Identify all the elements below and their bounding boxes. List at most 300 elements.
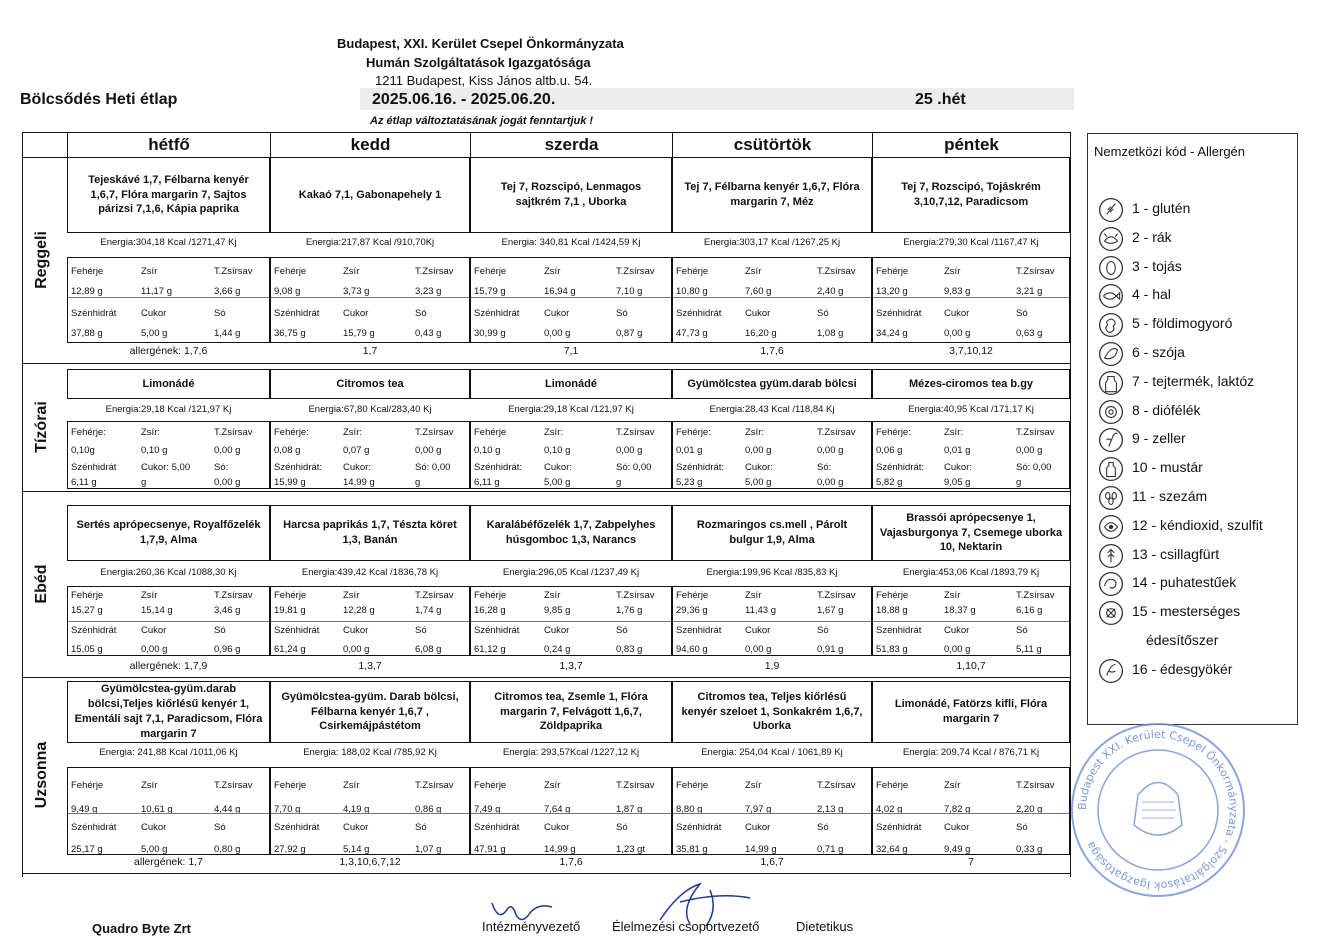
nutrition-h1: Fehérje: bbox=[676, 427, 711, 438]
legend-item-label: 7 - tejtermék, laktóz bbox=[1132, 372, 1255, 389]
nutrition-table bbox=[270, 421, 470, 489]
nutrition-v4: 27,92 g bbox=[274, 844, 306, 855]
nutrition-h4: Szénhidrát bbox=[876, 625, 922, 636]
egg-icon bbox=[1098, 255, 1124, 281]
nutrition-h2: Zsír bbox=[343, 590, 360, 601]
nutrition-h1: Fehérje bbox=[71, 590, 104, 601]
soy-icon bbox=[1098, 341, 1124, 367]
nutrition-h3: T.Zsírsav bbox=[214, 427, 253, 438]
nutrition-h1: Fehérje bbox=[474, 266, 507, 277]
nutrition-v1: 9,49 g bbox=[71, 804, 98, 815]
nutrition-v4: 15,05 g bbox=[71, 644, 103, 655]
nutrition-table bbox=[872, 586, 1070, 656]
nutrition-v4: 61,24 g bbox=[274, 644, 306, 655]
gluten-icon bbox=[1098, 197, 1124, 223]
nutrition-v5: 9,05 g bbox=[944, 477, 971, 488]
dish-name bbox=[672, 369, 872, 399]
org-subname: Humán Szolgáltatások Igazgatósága bbox=[366, 55, 591, 70]
nutrition-v6: 5,11 g bbox=[1016, 644, 1042, 655]
section-label-tízórai bbox=[22, 363, 62, 491]
nutrition-h6: Só bbox=[616, 822, 628, 833]
nutrition-v5: 5,00 g bbox=[544, 477, 571, 488]
nutrition-h2: Zsír: bbox=[944, 427, 963, 438]
signatory-catering-lead: Élelmezési csoportvezető bbox=[612, 919, 760, 934]
legend-item-label: 6 - szója bbox=[1132, 344, 1185, 360]
nutrition-h6: Só bbox=[1016, 625, 1028, 636]
nutrition-h4: Szénhidrát bbox=[274, 822, 320, 833]
nutrition-v3: 1,76 g bbox=[616, 605, 643, 616]
nutrition-h2: Zsír bbox=[141, 590, 158, 601]
dish-name bbox=[270, 681, 470, 743]
energy-value: Energia:28,43 Kcal /118,84 Kj bbox=[709, 404, 835, 415]
legend-item-label: 5 - földimogyoró bbox=[1132, 315, 1233, 332]
nutrition-row-divider bbox=[271, 813, 469, 814]
nutrition-v6: 1,23 gt bbox=[616, 844, 646, 855]
nutrition-v5: 5,00 g bbox=[141, 844, 168, 855]
dish-name bbox=[470, 681, 672, 743]
lupin-icon bbox=[1098, 543, 1124, 569]
nutrition-row-divider bbox=[673, 621, 871, 622]
nutrition-v2: 9,85 g bbox=[544, 605, 571, 616]
nutrition-h4: Szénhidrát: bbox=[876, 462, 925, 473]
nutrition-v5: 0,24 g bbox=[544, 644, 571, 655]
nutrition-h2: Zsír: bbox=[141, 427, 160, 438]
nutrition-v3: 3,66 g bbox=[214, 286, 241, 297]
nutrition-h1: Fehérje: bbox=[71, 427, 106, 438]
nutrition-h2: Zsír bbox=[944, 590, 961, 601]
nutrition-h4: Szénhidrát bbox=[876, 822, 922, 833]
nutrition-row-divider bbox=[68, 297, 269, 298]
nutrition-h2: Zsír bbox=[745, 780, 762, 791]
nutrition-table bbox=[67, 421, 270, 489]
nutrition-v4: 47,91 g bbox=[474, 844, 506, 855]
nutrition-h1: Fehérje bbox=[71, 780, 104, 791]
nutrition-v1: 19,81 g bbox=[274, 605, 306, 616]
nutrition-h1: Fehérje bbox=[676, 780, 709, 791]
nutrition-h5: Cukor bbox=[944, 822, 970, 833]
nutrition-h3: T.Zsírsav bbox=[415, 590, 454, 601]
dish-text: Citromos tea bbox=[336, 377, 404, 390]
nutrition-h5: Cukor bbox=[544, 822, 570, 833]
licorice-icon bbox=[1098, 658, 1124, 684]
nutrition-h5: Cukor bbox=[944, 308, 970, 319]
nutrition-h5: Cukor: bbox=[343, 462, 371, 473]
dish-text: Mézes-ciromos tea b.gy bbox=[908, 377, 1034, 390]
dish-text: Tej 7, Rozscipó, Tojáskrém 3,10,7,12, Paradicsom bbox=[901, 181, 1041, 208]
energy-value: Energia:279,30 Kcal /1167,47 Kj bbox=[903, 237, 1039, 248]
nutrition-h3: T.Zsírsav bbox=[415, 780, 454, 791]
nutrition-v4: 5,23 g bbox=[676, 477, 703, 488]
nutrition-v2: 18,37 g bbox=[944, 605, 976, 616]
dish-text: Gyümölcstea-gyüm. Darab bölcsi, Félbarna kenyér 1,6,7 , Csirkemájpástétom bbox=[281, 690, 459, 733]
nutrition-v2: 0,00 g bbox=[745, 445, 772, 456]
section-label-text: Tízórai bbox=[33, 401, 50, 453]
dish-name bbox=[672, 157, 872, 233]
nutrition-v3: 2,13 g bbox=[817, 804, 844, 815]
nutrition-v6: 0,33 g bbox=[1016, 844, 1043, 855]
day-header-0: hétfő bbox=[67, 133, 270, 157]
dish-text: Citromos tea, Zsemle 1, Flóra margarin 7, Felvágott 1,6,7, Zöldpaprika bbox=[494, 690, 648, 733]
nutrition-table bbox=[270, 767, 470, 855]
nutrition-h6: Só bbox=[817, 625, 829, 636]
nutrition-v6: 1,08 g bbox=[817, 328, 844, 339]
nutrition-row-divider bbox=[873, 621, 1069, 622]
section-label-text: Uzsonna bbox=[33, 741, 50, 809]
legend-item-label: 13 - csillagfürt bbox=[1132, 545, 1220, 562]
nutrition-h2: Zsír bbox=[544, 780, 561, 791]
section-divider bbox=[22, 363, 1070, 364]
nutrition-v5: 14,99 g bbox=[544, 844, 576, 855]
nutrition-v5: 15,79 g bbox=[343, 328, 375, 339]
nutrition-h5: Cukor: bbox=[944, 462, 972, 473]
allergen-list: 3,7,10,12 bbox=[949, 345, 993, 357]
dish-text: Limonádé, Fatörzs kifli, Flóra margarin 7 bbox=[894, 698, 1048, 725]
nutrition-v2: 0,01 g bbox=[944, 445, 971, 456]
dish-name bbox=[470, 157, 672, 233]
legend-item-label: 11 - szezám bbox=[1132, 488, 1208, 504]
legend-item-label: 4 - hal bbox=[1132, 286, 1171, 303]
nutrition-v1: 7,49 g bbox=[474, 804, 501, 815]
nutrition-h4: Szénhidrát bbox=[876, 308, 922, 319]
nutrition-v6: 0,96 g bbox=[214, 644, 241, 655]
nutrition-h4: Szénhidrát bbox=[274, 625, 320, 636]
nutrition-h6: Só bbox=[1016, 308, 1028, 319]
nutrition-row-divider bbox=[68, 621, 269, 622]
nutrition-v5: 9,49 g bbox=[944, 844, 971, 855]
nutrition-h6: Só bbox=[817, 822, 829, 833]
nutrition-v1: 9,08 g bbox=[274, 286, 301, 297]
day-header-4: péntek bbox=[872, 133, 1070, 157]
nutrition-h1: Fehérje bbox=[676, 590, 709, 601]
dish-text: Citromos tea, Teljes kiőrlésű kenyér szeloet 1, Sonkakrém 1,6,7, Uborka bbox=[681, 690, 863, 733]
nutrition-row-divider bbox=[673, 297, 871, 298]
nutrition-v2: 0,10 g bbox=[544, 445, 571, 456]
energy-value: Energia:40,95 Kcal /171,17 Kj bbox=[908, 404, 1034, 415]
nutrition-row-divider bbox=[271, 621, 469, 622]
allergen-list: 1,3,10,6,7,12 bbox=[339, 856, 401, 868]
nutrition-v4: 94,60 g bbox=[676, 644, 708, 655]
nutrition-h5: Cukor bbox=[141, 822, 167, 833]
nutrition-row-divider bbox=[471, 297, 671, 298]
day-header-1: kedd bbox=[270, 133, 470, 157]
nutrition-v6: 6,08 g bbox=[415, 644, 442, 655]
nutrition-v2: 7,64 g bbox=[544, 804, 571, 815]
date-range: 2025.06.16. - 2025.06.20. bbox=[372, 91, 556, 108]
legend-item-label: 8 - diófélék bbox=[1132, 401, 1201, 418]
nutrition-h3: T.Zsírsav bbox=[616, 427, 655, 438]
nutrition-v2: 16,94 g bbox=[544, 286, 576, 297]
nutrition-v4: 30,99 g bbox=[474, 328, 506, 339]
nutrition-h2: Zsír bbox=[141, 266, 158, 277]
nutrition-h3: T.Zsírsav bbox=[1016, 590, 1055, 601]
nutrition-v4: 6,11 g bbox=[71, 477, 97, 488]
legend-item-label: 3 - tojás bbox=[1132, 257, 1182, 274]
nutrition-h5: Cukor bbox=[141, 308, 167, 319]
nutrition-h3: T.Zsírsav bbox=[1016, 266, 1055, 277]
nutrition-v3: 0,00 g bbox=[616, 445, 643, 456]
nutrition-v6: g bbox=[616, 477, 622, 488]
energy-value: Energia:217,87 Kcal /910,70Kj bbox=[305, 237, 435, 248]
dish-text: Gyümölcstea gyüm.darab bölcsi bbox=[687, 377, 857, 390]
nutrition-v3: 3,21 g bbox=[1016, 286, 1043, 297]
legend-item-label: 14 - puhatestűek bbox=[1132, 574, 1237, 591]
nutrition-table bbox=[470, 586, 672, 656]
energy-value: Energia: 209,74 Kcal / 876,71 Kj bbox=[902, 747, 1040, 758]
nutrition-v2: 10,61 g bbox=[141, 804, 173, 815]
nutrition-v3: 1,74 g bbox=[415, 605, 442, 616]
energy-value: Energia: 340,81 Kcal /1424,59 Kj bbox=[501, 237, 641, 248]
nutrition-v1: 0,10 g bbox=[474, 445, 501, 456]
nutrition-h5: Cukor bbox=[141, 625, 167, 636]
org-address: 1211 Budapest, Kiss János altb.u. 54. bbox=[375, 73, 593, 88]
dish-name bbox=[270, 505, 470, 561]
nutrition-v4: 37,88 g bbox=[71, 328, 103, 339]
nutrition-table bbox=[872, 767, 1070, 855]
nutrition-h3: T.Zsírsav bbox=[1016, 780, 1055, 791]
nutrition-h6: Só bbox=[415, 308, 427, 319]
nutrition-v2: 11,17 g bbox=[141, 286, 172, 297]
nutrition-table bbox=[470, 421, 672, 489]
nutrition-row-divider bbox=[271, 297, 469, 298]
energy-value: Energia:29,18 Kcal /121,97 Kj bbox=[508, 404, 634, 415]
allergen-list: 1,6,7 bbox=[760, 856, 784, 868]
nutrition-h1: Fehérje bbox=[676, 266, 709, 277]
nutrition-row-divider bbox=[673, 813, 871, 814]
dish-text: Tej 7, Rozscipó, Lenmagos sajtkrém 7,1 , Uborka bbox=[500, 181, 642, 208]
mustard-icon bbox=[1098, 456, 1124, 482]
nutrition-h5: Cukor: 5,00 bbox=[141, 462, 191, 473]
allergen-list: allergének: 1,7 bbox=[134, 856, 203, 868]
nutrition-h3: T.Zsírsav bbox=[616, 590, 655, 601]
legend-item-label: 2 - rák bbox=[1132, 228, 1172, 245]
celery-icon bbox=[1098, 427, 1124, 453]
nutrition-h1: Fehérje: bbox=[876, 427, 911, 438]
nutrition-h4: Szénhidrát bbox=[274, 308, 320, 319]
grid-top-border bbox=[22, 132, 1070, 133]
nutrition-table bbox=[672, 767, 872, 855]
nutrition-v2: 11,43 g bbox=[745, 605, 776, 616]
allergen-list: 7,1 bbox=[563, 345, 579, 357]
nutrition-v4: 61,12 g bbox=[474, 644, 506, 655]
nutrition-h1: Fehérje bbox=[876, 266, 909, 277]
nutrition-h5: Cukor bbox=[745, 625, 771, 636]
nutrition-v4: 51,83 g bbox=[876, 644, 908, 655]
dish-text: Harcsa paprikás 1,7, Tészta köret 1,3, Banán bbox=[283, 519, 457, 546]
nutrition-v3: 3,23 g bbox=[415, 286, 442, 297]
official-stamp bbox=[1068, 720, 1248, 900]
dish-name bbox=[67, 157, 270, 233]
nutrition-table bbox=[872, 257, 1070, 343]
legend-item-label: 16 - édesgyökér bbox=[1132, 660, 1233, 677]
nutrition-table bbox=[270, 257, 470, 343]
crustacean-icon bbox=[1098, 226, 1124, 252]
nutrition-h4: Szénhidrát bbox=[71, 822, 117, 833]
legend-item-label: 9 - zeller bbox=[1132, 430, 1186, 447]
nutrition-h2: Zsír: bbox=[343, 427, 362, 438]
nutrition-v5: 0,00 g bbox=[544, 328, 571, 339]
nutrition-h6: Só: 0,00 bbox=[1016, 462, 1052, 473]
dish-name bbox=[470, 369, 672, 399]
nutrition-h6: Só: 0,00 bbox=[616, 462, 652, 473]
nutrition-h6: Só bbox=[616, 308, 628, 319]
nutrition-v3: 1,87 g bbox=[616, 804, 643, 815]
nutrition-v1: 15,27 g bbox=[71, 605, 103, 616]
nutrition-v1: 8,80 g bbox=[676, 804, 703, 815]
nutrition-v5: 5,14 g bbox=[343, 844, 370, 855]
nutrition-h2: Zsír bbox=[343, 780, 360, 791]
menu-title: Bölcsődés Heti étlap bbox=[20, 91, 178, 108]
legend-item-label: édesítőszer bbox=[1146, 632, 1219, 648]
section-divider bbox=[22, 677, 1070, 678]
nutrition-v6: 1,44 g bbox=[214, 328, 241, 339]
section-divider bbox=[22, 491, 1070, 492]
dish-text: Tej 7, Félbarna kenyér 1,6,7, Flóra margarin 7, Méz bbox=[684, 181, 860, 208]
disclaimer: Az étlap változtatásának jogát fenntartjuk ! bbox=[370, 115, 594, 127]
nutrition-h5: Cukor bbox=[343, 625, 369, 636]
nutrition-v5: 0,00 g bbox=[745, 644, 772, 655]
energy-value: Energia:260,36 Kcal /1088,30 Kj bbox=[100, 567, 237, 578]
nutrition-v4: 32,64 g bbox=[876, 844, 908, 855]
dish-name bbox=[67, 681, 270, 743]
nutrition-h6: Só bbox=[415, 625, 427, 636]
energy-value: Energia:304,18 Kcal /1271,47 Kj bbox=[100, 237, 237, 248]
nutrition-v5: 14,99 g bbox=[343, 477, 375, 488]
allergen-list: 7 bbox=[968, 856, 974, 868]
nutrition-h6: Só: bbox=[214, 462, 229, 473]
legend-item-label: 10 - mustár bbox=[1132, 459, 1203, 476]
section-label-uzsonna bbox=[22, 677, 62, 873]
energy-value: Energia:296,05 Kcal /1237,49 Kj bbox=[502, 567, 640, 578]
nutrition-h2: Zsír bbox=[544, 590, 561, 601]
nutrition-v5: 0,00 g bbox=[141, 644, 168, 655]
nutrition-v2: 0,10 g bbox=[141, 445, 168, 456]
nutrition-v1: 0,06 g bbox=[876, 445, 903, 456]
nutrition-h5: Cukor bbox=[544, 625, 570, 636]
nutrition-table bbox=[470, 257, 672, 343]
nutrition-h6: Só bbox=[616, 625, 628, 636]
nutrition-v4: 15,99 g bbox=[274, 477, 306, 488]
legend-title: Nemzetközi kód - Allergén bbox=[1094, 144, 1246, 159]
org-name: Budapest, XXI. Kerület Csepel Önkormányzata bbox=[337, 36, 624, 51]
allergen-list: 1,7 bbox=[362, 345, 378, 357]
dish-name bbox=[270, 157, 470, 233]
energy-value: Energia: 293,57Kcal /1227,12 Kj bbox=[502, 747, 640, 758]
nutrition-h4: Szénhidrát: bbox=[676, 462, 725, 473]
day-header-3: csütörtök bbox=[672, 133, 872, 157]
legend-item-label: 1 - glutén bbox=[1132, 200, 1191, 216]
nutrition-v6: 0,63 g bbox=[1016, 328, 1043, 339]
nutrition-h2: Zsír bbox=[745, 266, 762, 277]
nutrition-v3: 0,00 g bbox=[415, 445, 442, 456]
dish-name bbox=[470, 505, 672, 561]
sulphite-icon bbox=[1098, 514, 1124, 540]
nutrition-v4: 25,17 g bbox=[71, 844, 103, 855]
energy-value: Energia:67,80 Kcal/283,40 Kj bbox=[308, 404, 432, 415]
nutrition-h1: Fehérje bbox=[274, 590, 307, 601]
nutrition-h5: Cukor bbox=[343, 308, 369, 319]
allergen-legend bbox=[1087, 133, 1298, 725]
nutrition-v3: 0,00 g bbox=[214, 445, 241, 456]
section-label-reggeli bbox=[22, 157, 62, 363]
nutrition-row-divider bbox=[471, 621, 671, 622]
sweetener-icon bbox=[1098, 600, 1124, 626]
nutrition-v1: 12,89 g bbox=[71, 286, 103, 297]
nutrition-h5: Cukor bbox=[745, 822, 771, 833]
nutrition-h1: Fehérje bbox=[876, 590, 909, 601]
section-label-ebéd bbox=[22, 491, 62, 677]
nutrition-v6: g bbox=[415, 477, 421, 488]
dish-text: Limonádé bbox=[142, 377, 195, 390]
sesame-icon bbox=[1098, 485, 1124, 511]
nutrition-h2: Zsír bbox=[141, 780, 158, 791]
nutrition-h5: Cukor: bbox=[745, 462, 773, 473]
dish-text: Brassói aprópecsenye 1, Vajasburgonya 7, Csemege uborka 10, Nektarin bbox=[879, 511, 1063, 554]
nutrition-v1: 29,36 g bbox=[676, 605, 708, 616]
allergen-list: 1,7,6 bbox=[559, 856, 583, 868]
nutrition-h3: T.Zsírsav bbox=[214, 590, 253, 601]
week-number: 25 .hét bbox=[915, 91, 966, 108]
nutrition-v5: 0,00 g bbox=[944, 644, 971, 655]
nutrition-table bbox=[672, 586, 872, 656]
nutrition-table bbox=[872, 421, 1070, 489]
nutrition-v1: 0,10g bbox=[71, 445, 95, 456]
dish-text: Tejeskávé 1,7, Félbarna kenyér 1,6,7, Flóra margarin 7, Sajtos párizsi 7,1,6, Kápia paprika bbox=[88, 173, 249, 216]
nutrition-v3: 1,67 g bbox=[817, 605, 844, 616]
nutrition-h3: T.Zsírsav bbox=[214, 780, 253, 791]
nutrition-table bbox=[672, 257, 872, 343]
nutrition-v5: 14,99 g bbox=[745, 844, 777, 855]
nutrition-v5: g bbox=[141, 477, 147, 488]
nutrition-v4: 35,81 g bbox=[676, 844, 708, 855]
nutrition-h1: Fehérje bbox=[876, 780, 909, 791]
nutrition-h2: Zsír: bbox=[544, 427, 563, 438]
dish-name bbox=[872, 369, 1070, 399]
nutrition-h3: T.Zsírsav bbox=[415, 266, 454, 277]
nutrition-table bbox=[67, 586, 270, 656]
nutrition-h5: Cukor: bbox=[544, 462, 572, 473]
nutrition-v2: 3,73 g bbox=[343, 286, 370, 297]
nutrition-row-divider bbox=[873, 813, 1069, 814]
dish-name bbox=[672, 505, 872, 561]
nutrition-v6: 0,87 g bbox=[616, 328, 643, 339]
nutrition-h4: Szénhidrát bbox=[71, 625, 117, 636]
allergen-list: 1,7,6 bbox=[760, 345, 784, 357]
nutrition-h4: Szénhidrát: bbox=[274, 462, 323, 473]
nutrition-table bbox=[67, 767, 270, 855]
nutrition-v1: 0,08 g bbox=[274, 445, 301, 456]
nutrition-row-divider bbox=[873, 297, 1069, 298]
nutrition-v3: 0,00 g bbox=[1016, 445, 1043, 456]
nutrition-h3: T.Zsírsav bbox=[817, 590, 856, 601]
nutrition-v5: 5,00 g bbox=[745, 477, 772, 488]
nutrition-row-divider bbox=[68, 813, 269, 814]
dish-name bbox=[67, 505, 270, 561]
nutrition-v5: 5,00 g bbox=[141, 328, 168, 339]
dish-name bbox=[672, 681, 872, 743]
section-label-text: Reggeli bbox=[33, 231, 50, 289]
nutrition-h6: Só: 0,00 bbox=[415, 462, 451, 473]
nutrition-table bbox=[672, 421, 872, 489]
nutrition-v2: 15,14 g bbox=[141, 605, 173, 616]
nutrition-v1: 18,88 g bbox=[876, 605, 908, 616]
nutrition-h6: Só: bbox=[817, 462, 832, 473]
nutrition-h4: Szénhidrát bbox=[474, 822, 520, 833]
nutrition-v6: 1,07 g bbox=[415, 844, 442, 855]
nutrition-h4: Szénhidrát bbox=[676, 625, 722, 636]
dish-name bbox=[872, 681, 1070, 743]
nutrition-h1: Fehérje bbox=[274, 780, 307, 791]
nutrition-v1: 13,20 g bbox=[876, 286, 908, 297]
